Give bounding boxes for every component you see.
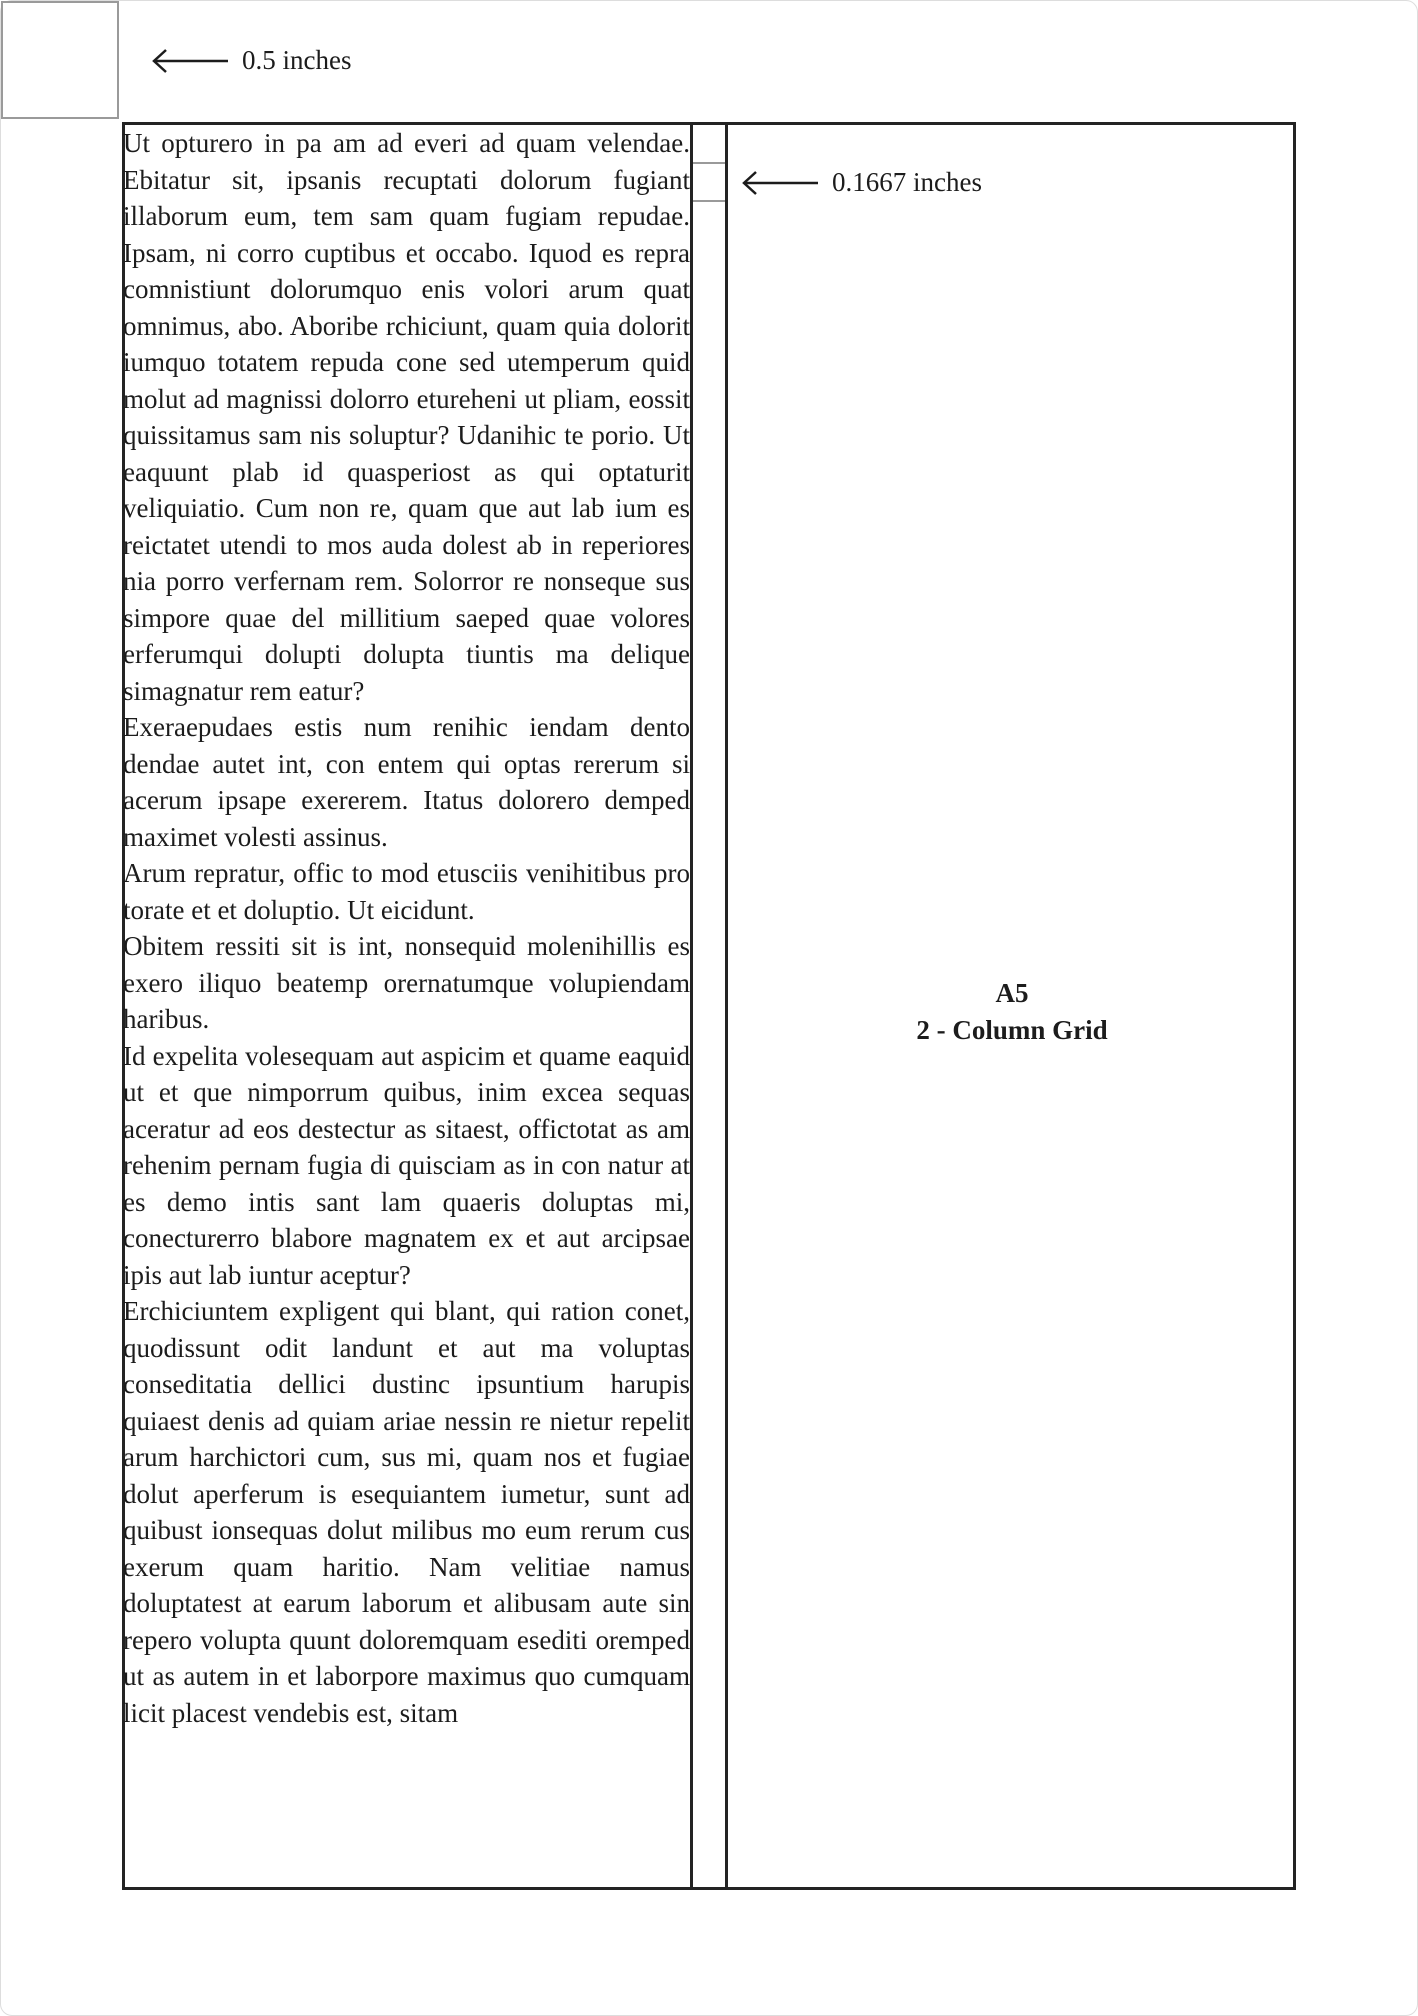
arrow-left-icon [150, 46, 228, 76]
margin-annotation [150, 45, 351, 76]
arrow-left-icon [740, 168, 818, 198]
grid-size-label: A5 [995, 978, 1029, 1008]
gutter-annotation [740, 167, 982, 198]
body-paragraph: Id expelita volesequam aut aspicim et quame eaquid ut et que nimporrum quibus, inim excea sequas aceratur ad eos destectur as sitaest, offictotat as am rehenim pernam fugia di quisciam as in con natur at es demo intis sant lam quaeris doluptas mi, conecturerro blabore magnatem ex et aut arcipsae ipis aut lab iuntur aceptur? [123, 1040, 690, 1290]
body-paragraph: Ut opturero in pa am ad everi ad quam velendae. Ebitatur sit, ipsanis recuptati dolorum fugiant illaborum eum, tem sam quam fugiam repudae. Ipsam, ni corro cuptibus et occabo. Iquod es repra comnistiunt dolorumquo enis volori arum quat omnimus, abo. Aboribe rchiciunt, quam quia dolorit iumquo totatem repuda cone sed utemperum quid molut ad magnissi dolorro etureheni ut pliam, eossit quissitamus sam nis soluptur? Udanihic te porio. Ut eaquunt plab id quasperiost as qui optaturit veliquiatio. Cum non re, quam que aut lab ium es reictatet utendi to mos auda dolest ab in reperiores nia porro verfernam rem. Solorror re nonseque sus simpore quae del millitium saeped quae volores erferumqui dolupti dolupta tiuntis ma delique simagnatur rem eatur? [123, 128, 690, 706]
body-paragraph: Obitem ressiti sit is int, nonsequid molenihillis es exero iliquo beatemp orernatumque volupiendam haribus. [123, 931, 690, 1034]
column-gutter [690, 122, 728, 1890]
margin-label: 0.5 inches [242, 45, 352, 75]
grid-label [728, 975, 1296, 1049]
body-paragraph: Erchiciuntem expligent qui blant, qui ration conet, quodissunt odit landunt et aut ma voluptas conseditatia dellici dustinc ipsuntium harupis quiaest denis ad quiam ariae nessin re nietur repelit arum harchictori cum, sus mi, quam nos et fugiae dolut aperferum is esequiantem iumetur, sunt ad quibust ionsequas dolut milibus mo eum rerum cus exerum quam haritio. Nam velitiae namus doluptatest at earum laborum et alibusam aute sin repero volupta quunt doloremquam esediti oremped ut as autem in et laborpore maximus quo cumquam licit placest vendebis est, sitam [123, 1296, 690, 1728]
body-paragraph: Exeraepudaes estis num renihic iendam dento dendae autet int, con entem qui optas rererum si acerum ipsape exererem. Itatus dolorero demped maximet volesti assinus. [123, 712, 690, 852]
grid-type-label: 2 - Column Grid [916, 1015, 1108, 1045]
margin-indicator-box [1, 1, 119, 119]
body-paragraph: Arum repratur, offic to mod etusciis venihitibus pro torate et et doluptio. Ut eicidunt. [123, 858, 690, 925]
gutter-label: 0.1667 inches [832, 167, 982, 197]
gutter-indicator-box [693, 162, 725, 202]
left-column [123, 125, 690, 1887]
